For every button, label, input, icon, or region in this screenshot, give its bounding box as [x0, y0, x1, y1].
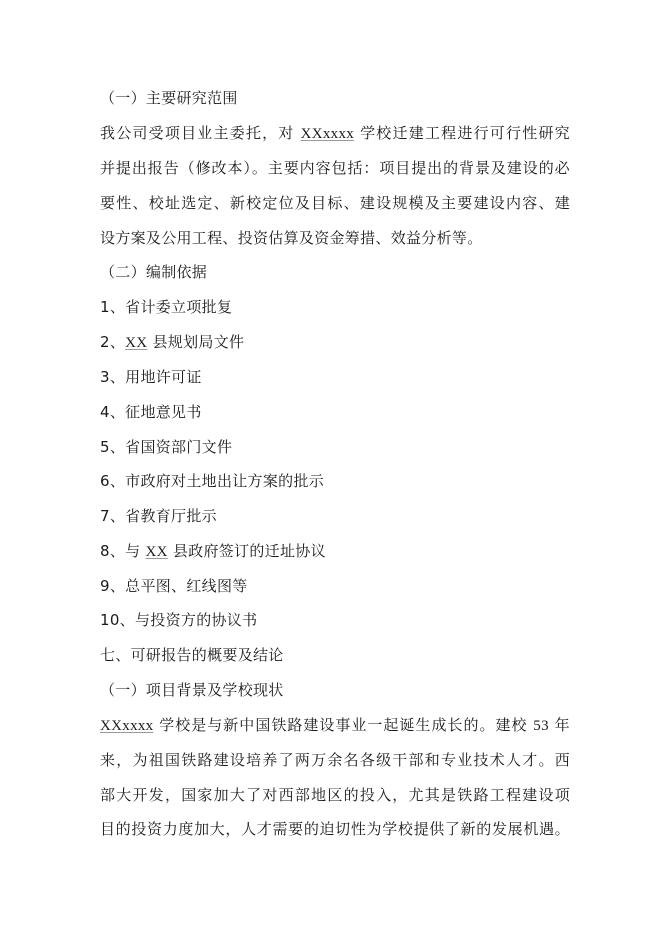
list-item-text: 与投资方的协议书	[135, 611, 258, 629]
list-item-number: 4、	[100, 403, 126, 421]
school-age-years: 53	[533, 718, 549, 734]
list-item-number: 5、	[100, 438, 126, 456]
background-line-1-suffix: 年	[548, 716, 570, 734]
scope-paragraph-line-2: 并提出报告（修改本）。主要内容包括：项目提出的背景及建设的必	[100, 159, 570, 177]
list-item-text: 县规划局文件	[147, 333, 245, 351]
list-item-number: 2、	[100, 333, 126, 351]
section-basis-heading: （二）编制依据	[100, 263, 208, 281]
background-paragraph-line-3: 部大开发，国家加大了对西部地区的投入，尤其是铁路工程建设项	[100, 786, 570, 804]
list-item	[100, 367, 570, 387]
list-item-number: 8、	[100, 542, 126, 560]
scope-paragraph-line-3: 要性、校址选定、新校定位及目标、建设规模及主要建设内容、建	[100, 194, 570, 212]
list-item-number: 3、	[100, 368, 126, 386]
section-background-heading: （一）项目背景及学校现状	[100, 681, 284, 699]
list-item	[100, 506, 570, 526]
list-item	[100, 610, 570, 630]
list-item-number: 1、	[100, 298, 126, 316]
list-item	[100, 437, 570, 457]
section-scope-heading: （一）主要研究范围	[100, 89, 238, 107]
background-paragraph-line-4: 目的投资力度加大，人才需要的迫切性为学校提供了新的发展机遇。	[100, 820, 570, 838]
list-item-number: 10、	[100, 611, 135, 629]
list-item	[100, 471, 570, 491]
scope-paragraph-line-4: 设方案及公用工程、投资估算及资金筹措、效益分析等。	[100, 229, 483, 247]
list-item	[100, 297, 570, 317]
list-item-text: 省教育厅批示	[125, 507, 217, 525]
list-item-number: 6、	[100, 472, 126, 490]
list-item	[100, 332, 570, 353]
background-paragraph-line-2: 来，为祖国铁路建设培养了两万余名各级干部和专业技术人才。西	[100, 751, 570, 769]
list-item	[100, 402, 570, 422]
school-name-placeholder: XXxxxx	[300, 126, 355, 142]
list-item-number: 9、	[100, 577, 126, 595]
list-item-text: 县政府签订的迁址协议	[167, 542, 326, 560]
scope-line-1-suffix: 学校迁建工程进行可行性研究	[354, 124, 570, 142]
list-item-number: 7、	[100, 507, 126, 525]
list-item-text: 用地许可证	[125, 368, 202, 386]
scope-line-1-prefix: 我公司受项目业主委托，对	[100, 124, 301, 142]
list-item-text: 省计委立项批复	[125, 298, 233, 316]
list-item	[100, 576, 570, 596]
background-line-1-middle: 学校是与新中国铁路建设事业一起诞生成长的。建校	[153, 716, 534, 734]
county-name-placeholder: XX	[145, 544, 168, 560]
county-name-placeholder: XX	[125, 335, 148, 351]
list-item	[100, 541, 570, 562]
list-item-text: 市政府对土地出让方案的批示	[125, 472, 325, 490]
list-item-prefix: 与	[125, 542, 146, 560]
list-item-text: 总平图、红线图等	[125, 577, 248, 595]
background-paragraph-line-1	[100, 715, 570, 736]
list-item-text: 省国资部门文件	[125, 438, 233, 456]
school-name-placeholder: XXxxxx	[100, 718, 154, 734]
list-item-text: 征地意见书	[125, 403, 202, 421]
chapter-seven-heading: 七、可研报告的概要及结论	[100, 646, 284, 664]
scope-paragraph-line-1	[100, 123, 570, 144]
